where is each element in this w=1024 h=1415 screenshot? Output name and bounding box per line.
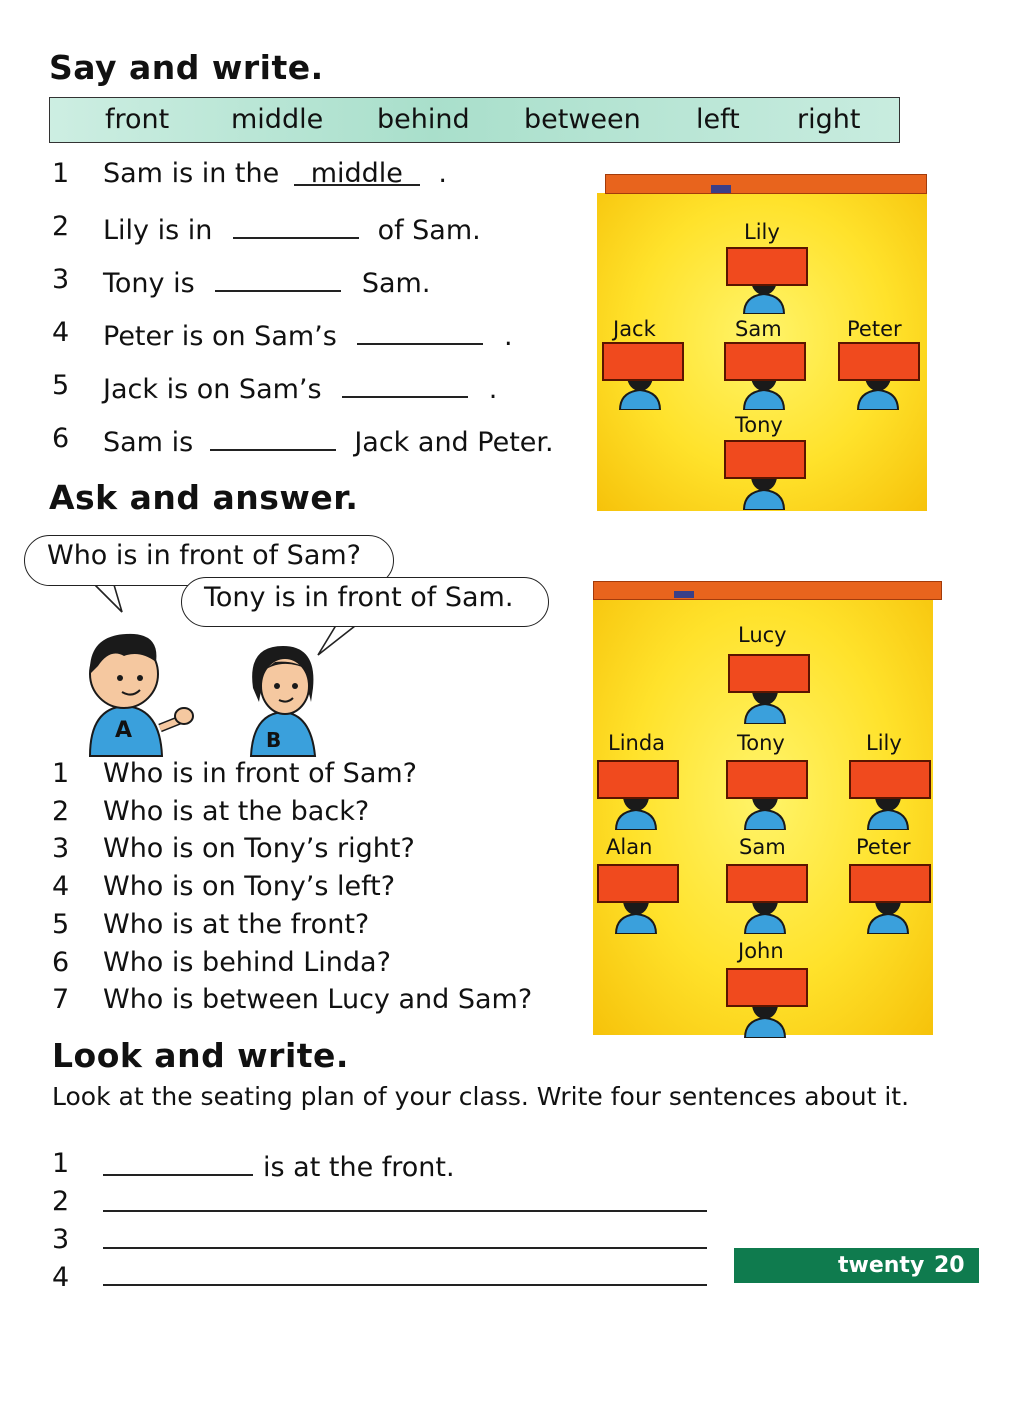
- desk-sam: [726, 864, 808, 903]
- line-text: is at the front.: [263, 1152, 455, 1183]
- desk-linda: [597, 760, 679, 799]
- writing-line[interactable]: [103, 1247, 707, 1249]
- item-text: Jack and Peter.: [354, 427, 554, 458]
- writing-line: [103, 1148, 455, 1183]
- item-text: Sam is in the: [103, 158, 280, 189]
- heading-say-and-write: Say and write.: [49, 48, 324, 87]
- word-box-item: right: [797, 104, 861, 135]
- word-box-item: between: [524, 104, 641, 135]
- question-text: Who is at the back?: [103, 795, 370, 827]
- item-text: Sam.: [361, 268, 431, 299]
- question-number: 7: [52, 984, 70, 1016]
- speech-bubble-question: Who is in front of Sam?: [24, 535, 394, 586]
- writing-line[interactable]: [103, 1284, 707, 1286]
- student-name: Peter: [856, 835, 911, 859]
- student-name: Lucy: [738, 623, 787, 647]
- question-number: 1: [52, 758, 70, 789]
- student-name: Jack: [613, 317, 656, 341]
- question-number: 5: [52, 908, 70, 940]
- student-name: Linda: [608, 731, 666, 755]
- badge-a: A: [115, 718, 133, 743]
- desk-peter: [849, 864, 931, 903]
- question-text: Who is on Tony’s left?: [103, 871, 396, 903]
- question-number: 6: [52, 946, 70, 978]
- item-text: .: [488, 374, 498, 405]
- badge-b: B: [266, 728, 282, 752]
- answer-example: middle: [294, 158, 420, 186]
- heading-ask-and-answer: Ask and answer.: [49, 478, 359, 517]
- page-word: twenty: [838, 1253, 925, 1278]
- student-name: John: [738, 939, 784, 963]
- item-number: 5: [52, 370, 70, 401]
- page-number: 20: [934, 1253, 965, 1278]
- item-number: 1: [52, 158, 70, 189]
- line-number: 4: [52, 1262, 70, 1293]
- item-text: of Sam.: [377, 215, 481, 246]
- instruction-text: Look at the seating plan of your class. Write four sentences about it.: [52, 1082, 910, 1111]
- question-text: Who is at the front?: [103, 908, 370, 940]
- question-number: 2: [52, 795, 70, 827]
- item-text: Sam is: [103, 427, 194, 458]
- heading-look-and-write: Look and write.: [52, 1036, 349, 1075]
- desk-john: [726, 968, 808, 1007]
- word-box-item: front: [105, 104, 170, 135]
- word-box-item: behind: [377, 104, 470, 135]
- line-number: 3: [52, 1224, 70, 1255]
- boy-character-icon: [80, 628, 200, 758]
- student-name: Peter: [847, 317, 902, 341]
- girl-character-icon: [245, 642, 325, 758]
- question-text: Who is behind Linda?: [103, 946, 391, 978]
- desk-tony: [726, 760, 808, 799]
- item-text: Peter is on Sam’s: [103, 321, 337, 352]
- item-number: 3: [52, 264, 70, 295]
- student-name: Sam: [739, 835, 786, 859]
- student-name: Alan: [606, 835, 653, 859]
- word-box-item: left: [696, 104, 740, 135]
- word-box-item: middle: [231, 104, 324, 135]
- question-text: Who is between Lucy and Sam?: [103, 984, 533, 1016]
- student-name: Lily: [744, 220, 780, 244]
- question-number: 4: [52, 871, 70, 903]
- chalk-eraser: [674, 591, 694, 598]
- item-text: .: [504, 321, 513, 352]
- page-number-badge: [734, 1248, 979, 1283]
- item-number: 4: [52, 317, 70, 348]
- line-number: 2: [52, 1186, 70, 1217]
- item-number: 6: [52, 423, 70, 454]
- item-number: 2: [52, 211, 70, 242]
- question-text: Who is on Tony’s right?: [103, 833, 415, 865]
- speech-bubble-answer: Tony is in front of Sam.: [181, 577, 549, 627]
- desk-lucy: [728, 654, 810, 693]
- line-number: 1: [52, 1148, 70, 1179]
- item-text: Lily is in: [103, 215, 213, 246]
- writing-line[interactable]: [103, 1210, 707, 1212]
- desk-alan: [597, 864, 679, 903]
- item-text: Tony is: [103, 268, 195, 299]
- student-name: Lily: [866, 731, 902, 755]
- item-text: Jack is on Sam’s: [103, 374, 322, 405]
- student-name: Tony: [737, 731, 785, 755]
- question-text: Who is in front of Sam?: [103, 758, 417, 789]
- item-text: .: [438, 158, 448, 189]
- desk-lily: [849, 760, 931, 799]
- question-number: 3: [52, 833, 70, 865]
- answer-blank[interactable]: [103, 1148, 253, 1176]
- student-name: Tony: [735, 413, 783, 437]
- blackboard: [593, 581, 942, 600]
- student-name: Sam: [735, 317, 782, 341]
